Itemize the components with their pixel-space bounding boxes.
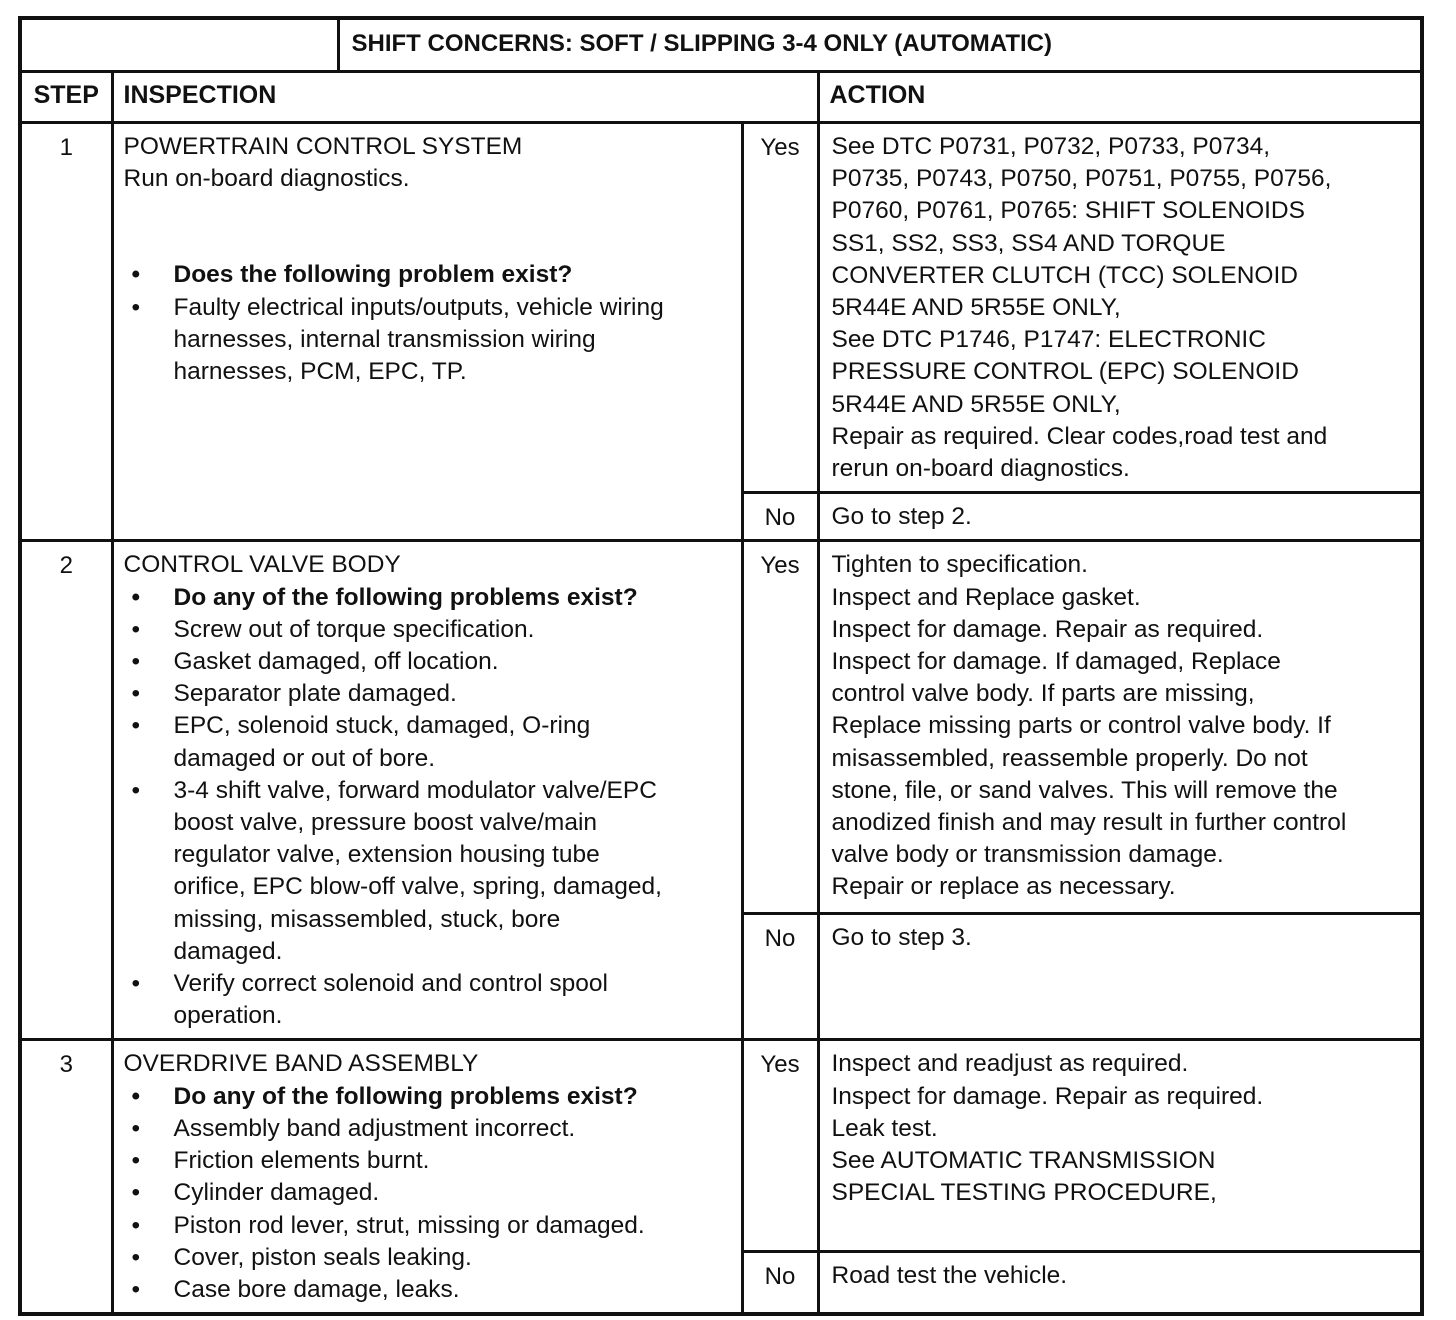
step-2-inspection	[112, 541, 742, 1040]
action-line: PRESSURE CONTROL (EPC) SOLENOID	[831, 358, 1299, 386]
action-line: stone, file, or sand valves. This will remove the	[831, 776, 1338, 804]
header-inspection: INSPECTION	[112, 72, 818, 123]
step-3-no-action: Road test the vehicle.	[818, 1251, 1422, 1314]
step-2-bullet: • Separator plate damaged.	[124, 678, 733, 710]
bullet-line: 3-4 shift valve, forward modulator valve/EPC	[173, 776, 657, 804]
step-3-question: • Do any of the following problems exist?	[124, 1081, 733, 1113]
step-3-bullet: • Piston rod lever, strut, missing or damaged.	[124, 1210, 733, 1242]
bullet-line: boost valve, pressure boost valve/main	[173, 809, 598, 837]
title-row	[20, 18, 1422, 72]
bullet-line: operation.	[173, 1002, 283, 1030]
action-line: Inspect and readjust as required.	[831, 1050, 1189, 1078]
step-1-question: • Does the following problem exist?	[124, 259, 733, 291]
step-1-no-label: No	[742, 493, 818, 541]
step-1-inspection	[112, 123, 742, 541]
action-line: anodized finish and may result in further control	[831, 809, 1347, 837]
step-3-no-label: No	[742, 1251, 818, 1314]
step-2-question: • Do any of the following problems exist?	[124, 582, 733, 614]
action-line: See DTC P1746, P1747: ELECTRONIC	[831, 326, 1266, 354]
action-line: P0760, P0761, P0765: SHIFT SOLENOIDS	[831, 197, 1305, 225]
action-line: See DTC P0731, P0732, P0733, P0734,	[831, 133, 1271, 160]
step-3-bullet: • Cover, piston seals leaking.	[124, 1242, 733, 1274]
step-1-subheading: Run on-board diagnostics.	[123, 165, 410, 193]
action-line: 5R44E AND 5R55E ONLY,	[831, 294, 1121, 322]
action-line: 5R44E AND 5R55E ONLY,	[831, 390, 1121, 418]
step-2-bullet	[124, 968, 733, 1032]
bullet-line: orifice, EPC blow-off valve, spring, damaged,	[173, 873, 662, 901]
action-line: Repair as required. Clear codes,road test and	[831, 422, 1328, 450]
step-2-no-action: Go to step 3.	[818, 913, 1422, 1040]
bullet-line: harnesses, PCM, EPC, TP.	[173, 358, 467, 386]
step-1-yes-row	[20, 123, 1422, 493]
action-line: Leak test.	[831, 1114, 938, 1142]
step-1-heading: POWERTRAIN CONTROL SYSTEM	[123, 133, 523, 160]
step-1-yes-action	[818, 123, 1422, 493]
step-3-bullet: • Cylinder damaged.	[124, 1177, 733, 1209]
step-3-heading: OVERDRIVE BAND ASSEMBLY	[123, 1050, 479, 1078]
action-line: Replace missing parts or control valve body. If	[831, 712, 1331, 740]
step-2-heading: CONTROL VALVE BODY	[123, 551, 401, 579]
bullet-line: damaged or out of bore.	[173, 744, 436, 772]
action-line: Tighten to specification.	[831, 551, 1088, 579]
step-2-bullets	[124, 582, 733, 1033]
header-row	[20, 72, 1422, 123]
step-1-number: 1	[20, 123, 112, 541]
bullet-line: missing, misassembled, stuck, bore	[173, 905, 561, 933]
bullet-line: harnesses, internal transmission wiring	[173, 325, 596, 353]
step-3-bullet: • Case bore damage, leaks.	[124, 1274, 733, 1306]
step-3-bullet: • Friction elements burnt.	[124, 1145, 733, 1177]
step-3-bullets	[124, 1081, 733, 1306]
step-2-bullet: • Gasket damaged, off location.	[124, 646, 733, 678]
action-line: Inspect and Replace gasket.	[831, 583, 1141, 611]
action-line: Inspect for damage. Repair as required.	[831, 1082, 1264, 1110]
action-line: valve body or transmission damage.	[831, 841, 1224, 869]
shift-concerns-table	[18, 16, 1424, 1316]
step-1-yes-label: Yes	[742, 123, 818, 493]
action-line: See AUTOMATIC TRANSMISSION	[831, 1147, 1216, 1175]
bullet-line: regulator valve, extension housing tube	[173, 841, 600, 869]
action-line: rerun on-board diagnostics.	[831, 455, 1130, 483]
step-3-number: 3	[20, 1040, 112, 1314]
action-line: SS1, SS2, SS3, SS4 AND TORQUE	[831, 229, 1226, 257]
step-1-spacer	[124, 195, 733, 259]
bullet-line: Verify correct solenoid and control spool	[173, 970, 608, 998]
step-3-inspection	[112, 1040, 742, 1314]
step-2-bullet	[124, 710, 733, 774]
bullet-line: Faulty electrical inputs/outputs, vehicle wiring	[173, 293, 664, 321]
step-2-number: 2	[20, 541, 112, 1040]
header-action: ACTION	[818, 72, 1422, 123]
action-line: control valve body. If parts are missing,	[831, 680, 1255, 708]
step-1-bullets	[124, 259, 733, 388]
step-2-bullet	[124, 775, 733, 968]
step-3-yes-row	[20, 1040, 1422, 1251]
step-3-yes-action	[818, 1040, 1422, 1251]
step-3-yes-label: Yes	[742, 1040, 818, 1251]
step-1-no-action: Go to step 2.	[818, 493, 1422, 541]
step-2-yes-row	[20, 541, 1422, 913]
step-2-bullet: • Screw out of torque specification.	[124, 614, 733, 646]
step-2-no-label: No	[742, 913, 818, 1040]
title-blank-cell	[20, 18, 338, 72]
action-line: SPECIAL TESTING PROCEDURE,	[831, 1179, 1217, 1207]
bullet-line: EPC, solenoid stuck, damaged, O-ring	[173, 712, 591, 740]
step-2-yes-action	[818, 541, 1422, 913]
step-1-bullet	[124, 292, 733, 389]
action-line: CONVERTER CLUTCH (TCC) SOLENOID	[831, 261, 1298, 289]
action-line: P0735, P0743, P0750, P0751, P0755, P0756,	[831, 165, 1332, 193]
table-title: SHIFT CONCERNS: SOFT / SLIPPING 3-4 ONLY (AUTOMATIC)	[338, 18, 1422, 72]
action-line: misassembled, reassemble properly. Do not	[831, 744, 1308, 772]
action-line: Inspect for damage. If damaged, Replace	[831, 648, 1281, 676]
action-line: Inspect for damage. Repair as required.	[831, 615, 1264, 643]
step-2-yes-label: Yes	[742, 541, 818, 913]
action-line: Repair or replace as necessary.	[831, 873, 1176, 901]
header-step: STEP	[20, 72, 112, 123]
step-3-bullet: • Assembly band adjustment incorrect.	[124, 1113, 733, 1145]
bullet-line: damaged.	[173, 937, 283, 965]
